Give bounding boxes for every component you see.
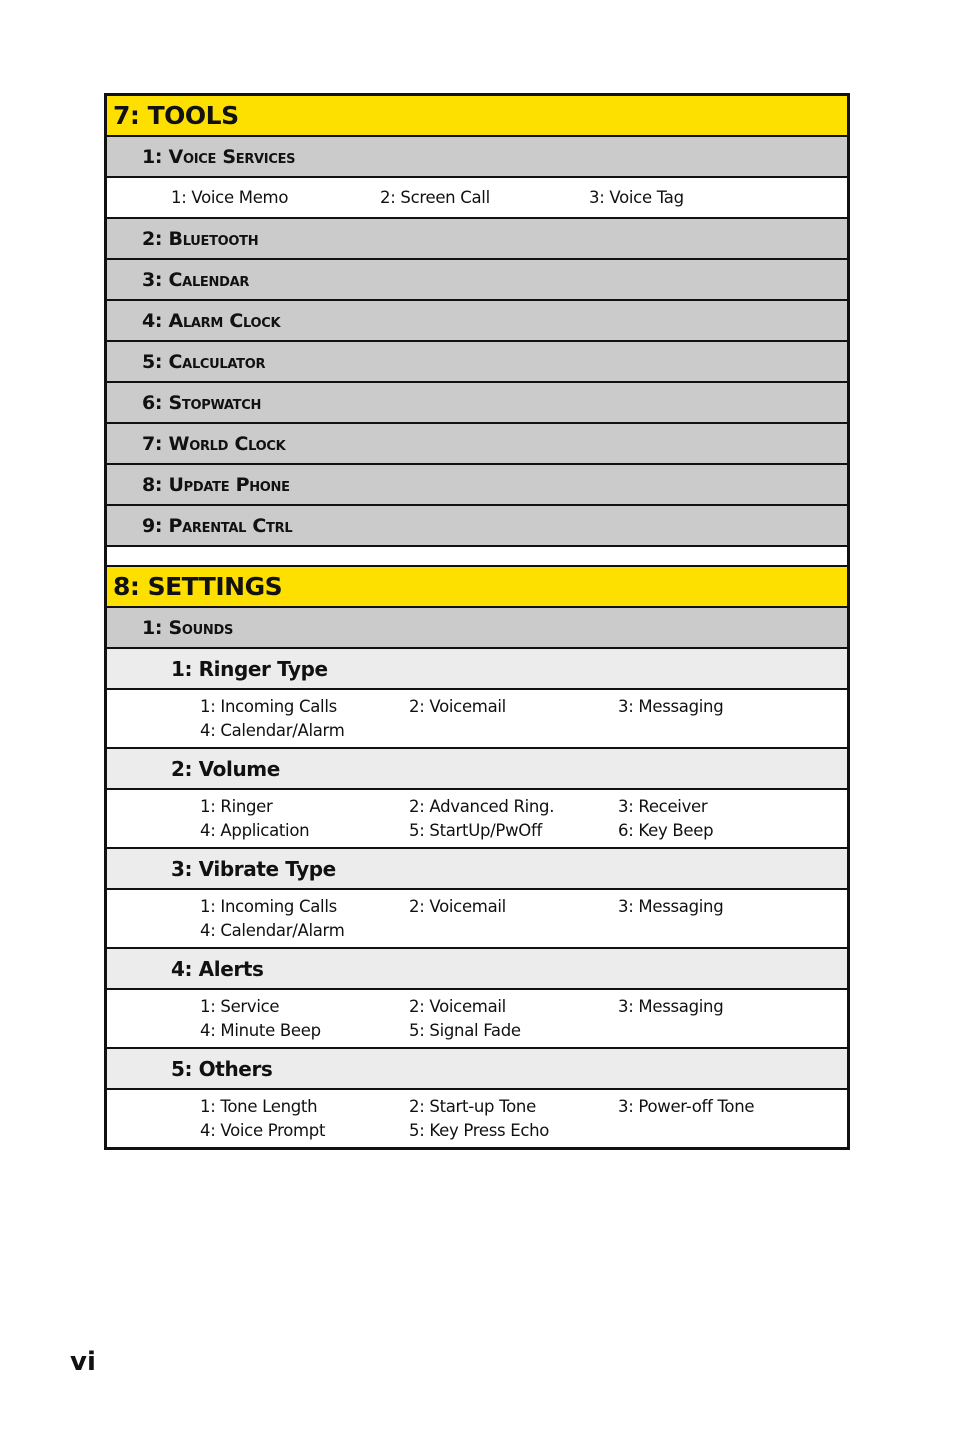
list-item: 1: Incoming Calls xyxy=(200,897,337,916)
section-label: 5: Calculator xyxy=(142,350,266,373)
ringer-type-row xyxy=(107,649,847,690)
section-alarm-clock xyxy=(107,301,847,342)
tools-title: 7: TOOLS xyxy=(113,101,239,130)
vibrate-type-row xyxy=(107,849,847,890)
section-calendar xyxy=(107,260,847,301)
voice-services-items xyxy=(107,178,847,219)
section-label: 9: Parental Ctrl xyxy=(142,514,293,537)
ringer-type-label: 1: Ringer Type xyxy=(171,656,328,681)
list-item: 2: Voicemail xyxy=(409,997,506,1016)
section-calculator xyxy=(107,342,847,383)
list-item: 2: Voicemail xyxy=(409,897,506,916)
section-label: 4: Alarm Clock xyxy=(142,309,281,332)
list-item: 2: Voicemail xyxy=(409,697,506,716)
menu-table xyxy=(104,93,850,1150)
section-parental-ctrl xyxy=(107,506,847,547)
section-bluetooth xyxy=(107,219,847,260)
alerts-label: 4: Alerts xyxy=(171,956,264,981)
section-label: 6: Stopwatch xyxy=(142,391,262,414)
section-label: 2: Bluetooth xyxy=(142,227,259,250)
list-item: 4: Minute Beep xyxy=(200,1021,321,1040)
list-item: 3: Power-off Tone xyxy=(618,1097,755,1116)
list-item: 1: Incoming Calls xyxy=(200,697,337,716)
list-item: 3: Messaging xyxy=(618,897,724,916)
vibrate-type-items xyxy=(107,890,847,949)
voice-services-row xyxy=(107,137,847,178)
section-divider xyxy=(107,547,847,567)
list-item: 1: Ringer xyxy=(200,797,273,816)
alerts-items xyxy=(107,990,847,1049)
list-item: 5: Key Press Echo xyxy=(409,1121,550,1140)
others-row xyxy=(107,1049,847,1090)
sounds-row xyxy=(107,608,847,649)
section-world-clock xyxy=(107,424,847,465)
others-label: 5: Others xyxy=(171,1056,273,1081)
list-item: 2: Start-up Tone xyxy=(409,1097,536,1116)
section-label: 8: Update Phone xyxy=(142,473,290,496)
list-item: 1: Voice Memo xyxy=(171,187,289,207)
list-item: 4: Calendar/Alarm xyxy=(200,921,345,940)
alerts-row xyxy=(107,949,847,990)
list-item: 2: Screen Call xyxy=(380,187,490,207)
sounds-label: 1: Sounds xyxy=(142,616,234,639)
others-items xyxy=(107,1090,847,1147)
settings-header xyxy=(107,567,847,608)
settings-title: 8: SETTINGS xyxy=(113,572,283,601)
list-item: 6: Key Beep xyxy=(618,821,714,840)
volume-row xyxy=(107,749,847,790)
list-item: 4: Application xyxy=(200,821,310,840)
list-item: 4: Calendar/Alarm xyxy=(200,721,345,740)
page-number: vi xyxy=(70,1347,96,1377)
section-update-phone xyxy=(107,465,847,506)
section-stopwatch xyxy=(107,383,847,424)
volume-items xyxy=(107,790,847,849)
ringer-type-items xyxy=(107,690,847,749)
section-label: 3: Calendar xyxy=(142,268,250,291)
list-item: 3: Voice Tag xyxy=(589,187,684,207)
list-item: 4: Voice Prompt xyxy=(200,1121,326,1140)
section-label: 7: World Clock xyxy=(142,432,286,455)
list-item: 3: Messaging xyxy=(618,997,724,1016)
vibrate-type-label: 3: Vibrate Type xyxy=(171,856,336,881)
voice-services-label: 1: Voice Services xyxy=(142,145,296,168)
tools-header xyxy=(107,96,847,137)
volume-label: 2: Volume xyxy=(171,756,280,781)
list-item: 2: Advanced Ring. xyxy=(409,797,555,816)
list-item: 3: Receiver xyxy=(618,797,708,816)
list-item: 5: Signal Fade xyxy=(409,1021,521,1040)
list-item: 5: StartUp/PwOff xyxy=(409,821,542,840)
list-item: 1: Service xyxy=(200,997,280,1016)
list-item: 3: Messaging xyxy=(618,697,724,716)
list-item: 1: Tone Length xyxy=(200,1097,318,1116)
